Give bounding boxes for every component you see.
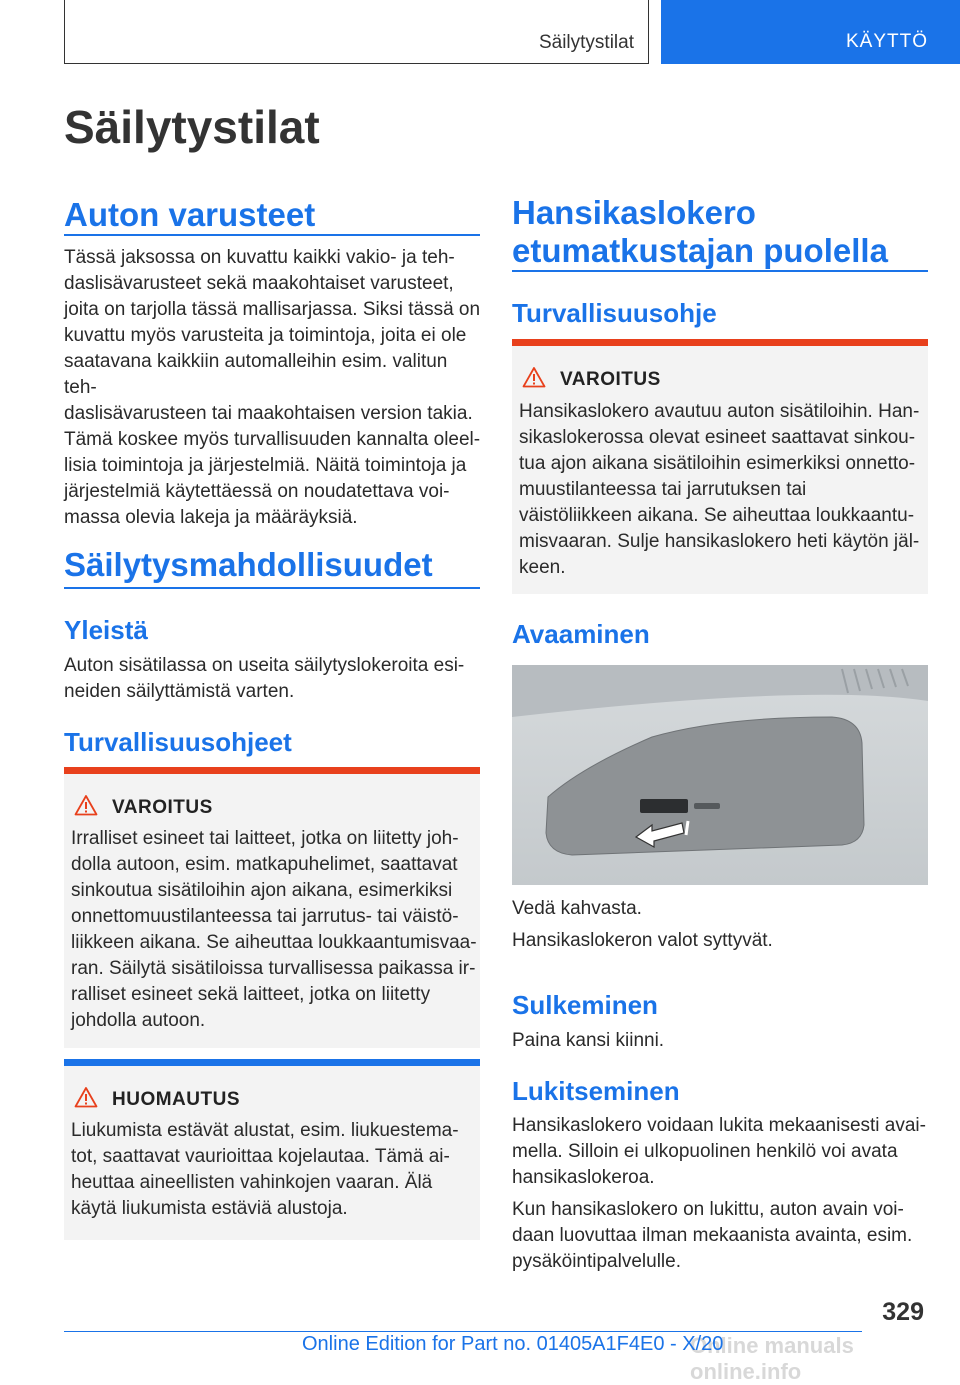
warning-bar xyxy=(512,339,928,346)
heading-rule xyxy=(64,234,480,236)
warning-triangle-icon xyxy=(74,794,98,816)
text-line: lisia toimintoja ja järjestelmiä. Näitä toimintoja ja xyxy=(64,455,467,476)
text-line: misvaaran. Sulje hansikaslokero heti käytön jäl- xyxy=(519,531,920,552)
warning-title: VAROITUS xyxy=(560,369,661,390)
step-pull-handle: Vedä kahvasta. xyxy=(512,898,642,919)
text-line: joita on tarjolla tässä mallisarjassa. Siksi tässä on xyxy=(64,299,481,320)
warning-box xyxy=(64,767,480,1048)
text-line: kuvattu myös varusteita ja toimintoja, joita ei ole xyxy=(64,325,467,346)
text-line: tua ajon aikana sisätiloihin esimerkiksi onnetto- xyxy=(519,453,916,474)
text-line: tot, saattavat vaurioittaa kojelautaa. Tämä ai- xyxy=(71,1146,450,1167)
header-chapter-label: KÄYTTÖ xyxy=(845,31,928,52)
heading-glovebox xyxy=(512,194,888,270)
text-line: saatavana kaikkiin automalleihin esim. valitun teh- xyxy=(64,351,448,398)
text-line: Kun hansikaslokero on lukittu, auton avain voi- xyxy=(512,1199,904,1220)
paragraph-closing: Paina kansi kiinni. xyxy=(512,1030,665,1051)
heading-safety-instructions: Turvallisuusohjeet xyxy=(64,727,292,757)
header-section-label: Säilytystilat xyxy=(538,32,634,53)
text-line: Liukumista estävät alustat, esim. liukuestema- xyxy=(71,1120,459,1141)
paragraph-equipment xyxy=(64,245,484,531)
paragraph-locking-2 xyxy=(512,1197,932,1275)
text-line: käytä liukumista estäviä alustoja. xyxy=(71,1198,348,1219)
text-line: ran. Säilytä sisätiloissa turvallisessa paikassa ir- xyxy=(71,958,476,979)
notice-text xyxy=(71,1118,481,1222)
text-line: daslisävarusteet sekä maakohtaiset varusteet, xyxy=(64,273,454,294)
header-section-box xyxy=(64,0,649,64)
warning-bar xyxy=(64,767,480,774)
paragraph-general xyxy=(64,653,484,705)
footer-rule xyxy=(64,1331,862,1332)
text-line: Auton sisätilassa on useita säilytyslokeroita esi- xyxy=(64,655,465,676)
warning-title: VAROITUS xyxy=(112,797,213,818)
paragraph-locking-1 xyxy=(512,1113,932,1191)
warning-triangle-icon xyxy=(522,366,546,388)
text-line: heuttaa aineellisten vahinkojen vaaran. Älä xyxy=(71,1172,433,1193)
text-line: muustilanteessa tai jarrutuksen tai xyxy=(519,479,807,500)
text-line: johdolla autoon. xyxy=(71,1010,206,1031)
text-line: ralliset esineet sekä laitteet, jotka on liitetty xyxy=(71,984,431,1005)
footer-edition: Online Edition for Part no. 01405A1F4E0 - X/20 xyxy=(302,1333,724,1355)
watermark: Online manuals online.info xyxy=(690,1333,854,1384)
heading-opening: Avaaminen xyxy=(512,619,650,649)
warning-triangle-icon xyxy=(74,1086,98,1108)
text-line: Hansikaslokero voidaan lukita mekaanisesti avai- xyxy=(512,1115,926,1136)
text-line: keen. xyxy=(519,557,566,578)
text-line: pysäköintipalvelulle. xyxy=(512,1251,681,1272)
heading-storage: Säilytysmahdollisuudet xyxy=(64,546,433,583)
page-title: Säilytystilat xyxy=(64,101,320,153)
text-line: daslisävarusteen tai maakohtaisen version takia. xyxy=(64,403,473,424)
text-line: sinkoutua sisätiloihin ajon aikana, esimerkiksi xyxy=(71,880,453,901)
heading-rule xyxy=(64,587,480,589)
text-line: mella. Silloin ei ulkopuolinen henkilö voi avata xyxy=(512,1141,898,1162)
text-line: dolla autoon, esim. matkapuhelimet, saattavat xyxy=(71,854,458,875)
heading-line: etumatkustajan puolella xyxy=(512,232,888,269)
text-line: Tässä jaksossa on kuvattu kaikki vakio- ja teh- xyxy=(64,247,455,268)
text-line: järjestelmiä käytettäessä on noudatettava voi- xyxy=(64,481,450,502)
header-chapter-tab xyxy=(661,0,960,64)
notice-title: HUOMAUTUS xyxy=(112,1089,240,1110)
text-line: liikkeen aikana. Se aiheuttaa loukkaantumisvaa- xyxy=(71,932,477,953)
text-line: väistöliikkeen aikana. Se aiheuttaa loukkaantu- xyxy=(519,505,915,526)
step-lights-on: Hansikaslokeron valot syttyvät. xyxy=(512,930,773,951)
heading-equipment: Auton varusteet xyxy=(64,196,316,233)
heading-rule xyxy=(512,270,928,272)
text-line: neiden säilyttämistä varten. xyxy=(64,681,295,702)
text-line: Irralliset esineet tai laitteet, jotka on liitetty joh- xyxy=(71,828,459,849)
warning-text xyxy=(71,826,481,1034)
text-line: hansikaslokeroa. xyxy=(512,1167,655,1188)
heading-line: Hansikaslokero xyxy=(512,194,756,231)
heading-locking: Lukitseminen xyxy=(512,1076,680,1106)
warning-box xyxy=(512,339,928,594)
heading-general: Yleistä xyxy=(64,615,148,645)
text-line: Hansikaslokero avautuu auton sisätiloihin. Han- xyxy=(519,401,920,422)
text-line: onnettomuustilanteessa tai jarrutus- tai väistö- xyxy=(71,906,459,927)
page-number: 329 xyxy=(882,1298,924,1326)
glovebox-illustration xyxy=(512,665,928,885)
text-line: daan luovuttaa ilman mekaanista avainta, esim. xyxy=(512,1225,913,1246)
notice-bar xyxy=(64,1059,480,1066)
warning-text xyxy=(519,399,929,581)
heading-safety-instruction: Turvallisuusohje xyxy=(512,298,717,328)
text-line: massa olevia lakeja ja määräyksiä. xyxy=(64,507,358,528)
notice-box xyxy=(64,1059,480,1240)
text-line: sikaslokerossa olevat esineet saattavat sinkou- xyxy=(519,427,916,448)
heading-closing: Sulkeminen xyxy=(512,990,658,1020)
text-line: Tämä koskee myös turvallisuuden kannalta oleel- xyxy=(64,429,481,450)
